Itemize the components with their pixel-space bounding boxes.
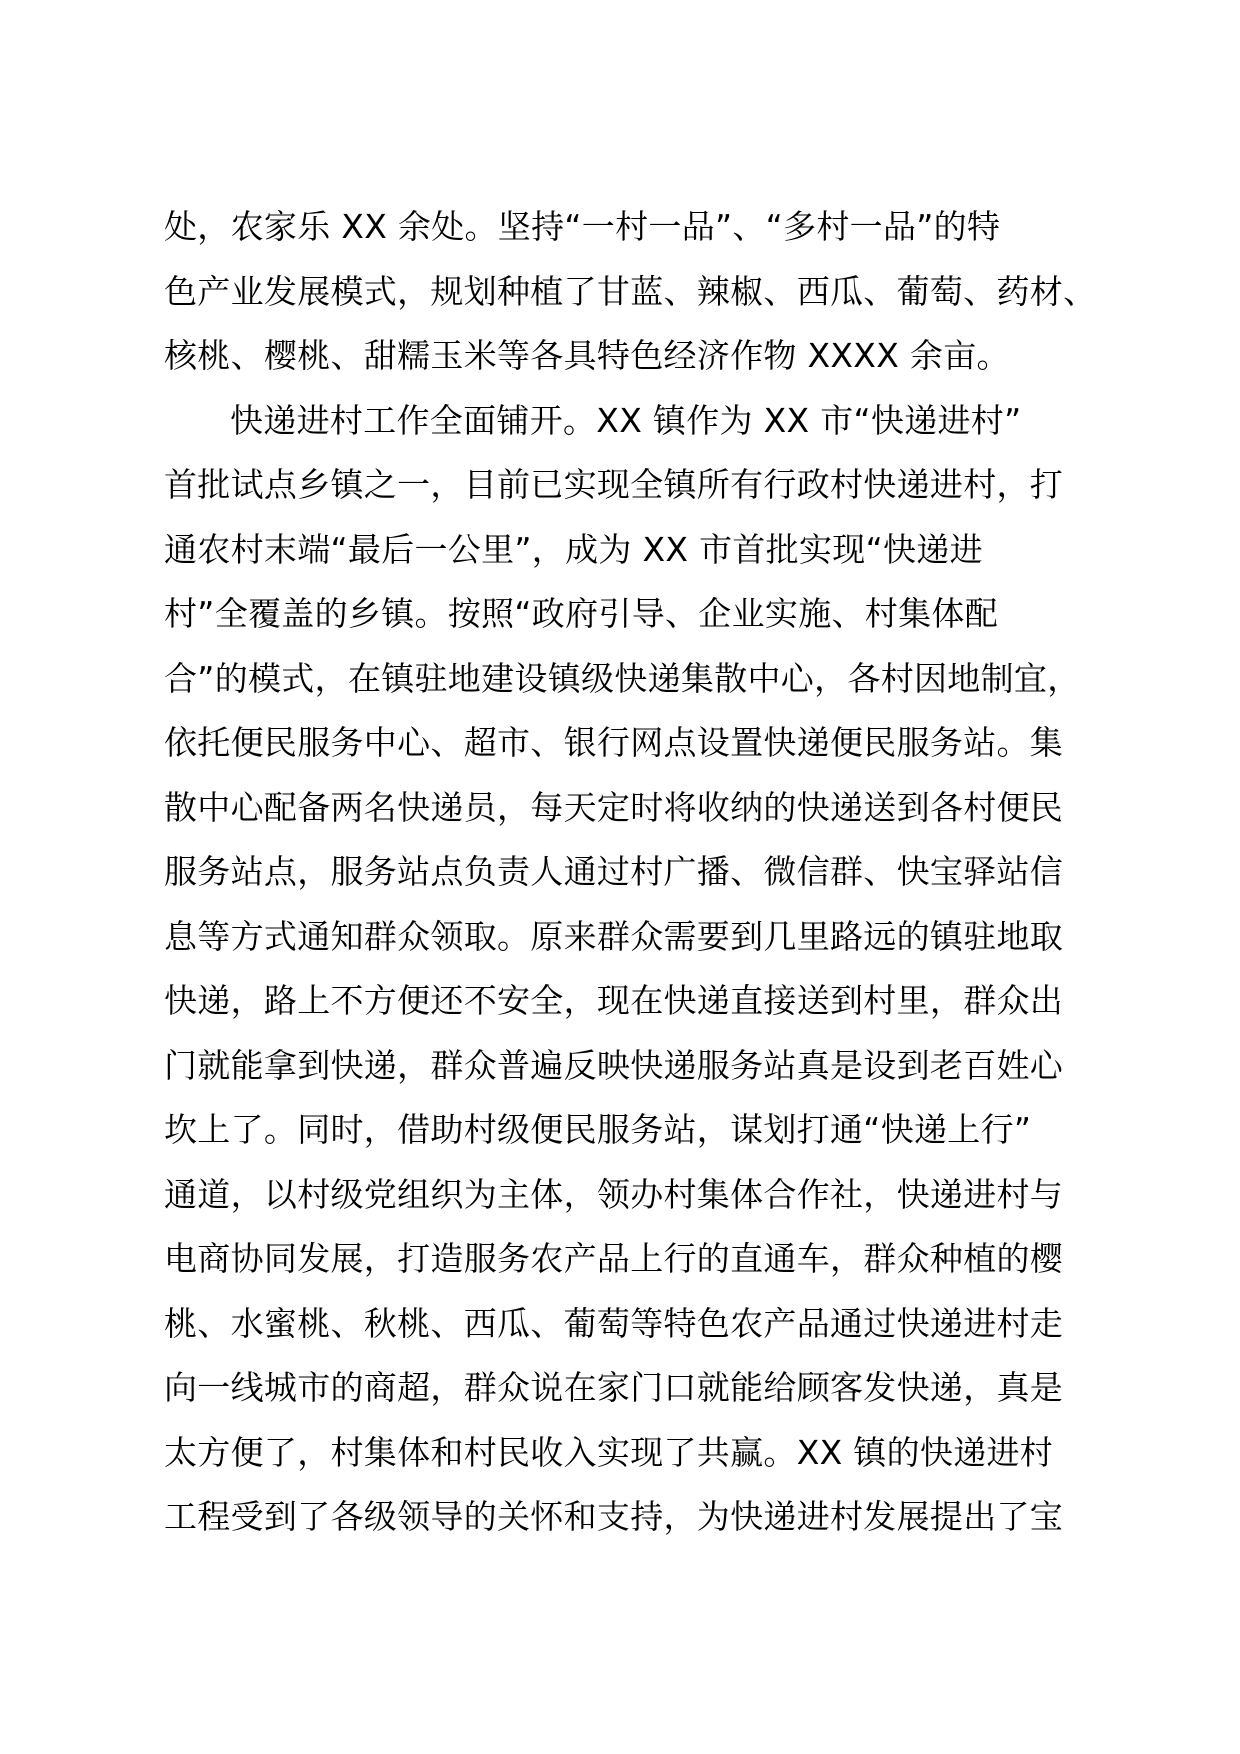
paragraph-line: 通农村末端“最后一公里”，成为 XX 市首批实现“快递进 (164, 529, 983, 569)
paragraph-line: 息等方式通知群众领取。原来群众需要到几里路远的镇驻地取 (164, 916, 1064, 956)
paragraph-line: 通道，以村级党组织为主体，领办村集体合作社，快递进村与 (164, 1174, 1064, 1214)
paragraph-line: 服务站点，服务站点负责人通过村广播、微信群、快宝驿站信 (164, 852, 1064, 891)
paragraph-line: 核桃、樱桃、甜糯玉米等各具特色经济作物 XXXX 余亩。 (164, 336, 1010, 375)
body-text (164, 195, 1104, 1550)
paragraph-line: 门就能拿到快递，群众普遍反映快递服务站真是设到老百姓心 (164, 1045, 1064, 1085)
paragraph-line: 依托便民服务中心、超市、银行网点设置快递便民服务站。集 (164, 723, 1064, 762)
paragraph-first-line: 快递进村工作全面铺开。XX 镇作为 XX 市“快递进村” (230, 400, 1022, 440)
paragraph-line: 村”全覆盖的乡镇。按照“政府引导、企业实施、村集体配 (164, 594, 998, 633)
paragraph-line: 首批试点乡镇之一，目前已实现全镇所有行政村快递进村，打 (164, 465, 1064, 504)
paragraph-line: 色产业发展模式，规划种植了甘蓝、辣椒、西瓜、葡萄、药材、 (164, 271, 1097, 311)
paragraph-line: 合”的模式，在镇驻地建设镇级快递集散中心，各村因地制宜， (164, 658, 1081, 698)
paragraph-line: 电商协同发展，打造服务农产品上行的直通车，群众种植的樱 (164, 1239, 1064, 1278)
paragraph-line: 处，农家乐 XX 余处。坚持“一村一品”、“多村一品”的特 (164, 207, 1001, 246)
paragraph-line: 工程受到了各级领导的关怀和支持，为快递进村发展提出了宝 (164, 1497, 1064, 1536)
paragraph-line: 桃、水蜜桃、秋桃、西瓜、葡萄等特色农产品通过快递进村走 (164, 1303, 1064, 1343)
paragraph-line: 散中心配备两名快递员，每天定时将收纳的快递送到各村便民 (164, 787, 1064, 827)
paragraph-line: 快递，路上不方便还不安全，现在快递直接送到村里，群众出 (164, 981, 1064, 1020)
paragraph-line: 坎上了。同时，借助村级便民服务站，谋划打通“快递上行” (164, 1110, 1032, 1149)
paragraph-line: 太方便了，村集体和村民收入实现了共赢。XX 镇的快递进村 (164, 1432, 1054, 1472)
paragraph-line: 向一线城市的商超，群众说在家门口就能给顾客发快递，真是 (164, 1368, 1064, 1407)
